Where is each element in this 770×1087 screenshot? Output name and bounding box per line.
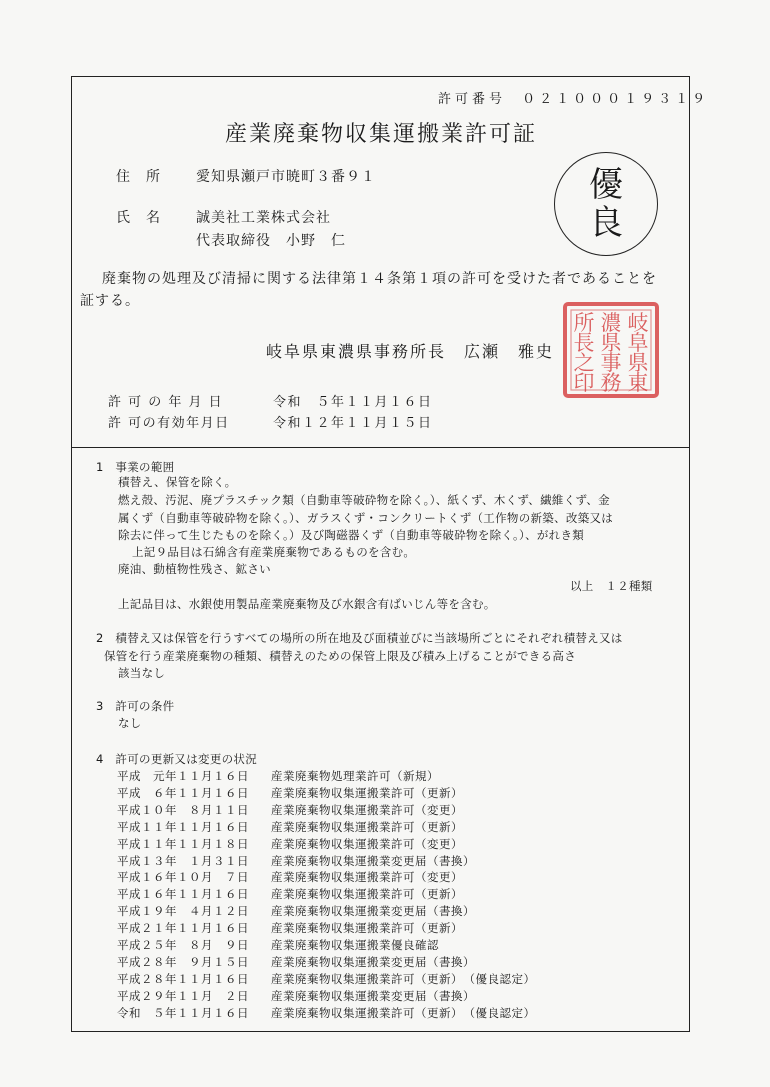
section-1-heading: 1 事業の範囲 xyxy=(96,460,175,474)
badge-char-2: 良 xyxy=(589,203,623,243)
official-seal-stamp xyxy=(561,300,661,400)
svg-text:東: 東 xyxy=(627,371,649,395)
svg-text:印: 印 xyxy=(573,371,595,395)
section-2-value: 該当なし xyxy=(118,666,166,680)
history-description: 産業廃棄物収集運搬業変更届（書換） xyxy=(271,904,475,919)
history-description: 産業廃棄物収集運搬業変更届（書換） xyxy=(271,988,475,1003)
expiry-date-label: 許 可の有効年月日 xyxy=(108,416,230,431)
svg-text:濃: 濃 xyxy=(600,311,622,335)
history-date: 平成 元年１１月１６日 xyxy=(117,769,249,783)
excellence-badge xyxy=(554,152,658,256)
history-date: 平成１９年 ４月１２日 xyxy=(117,904,249,919)
history-description: 産業廃棄物収集運搬業許可（変更） xyxy=(271,836,463,851)
expiry-date-value: 令和１２年１１月１５日 xyxy=(273,416,433,431)
history-date: 平成２１年１１月１６日 xyxy=(117,921,249,936)
history-description: 産業廃棄物収集運搬業許可（変更） xyxy=(271,802,463,817)
history-date: 令和 ５年１１月１６日 xyxy=(117,1005,249,1020)
scope-line-7: 上記品目は、水銀使用製品産業廃棄物及び水銀含有ばいじん等を含む。 xyxy=(118,597,496,611)
permit-number-label: 許可番号 xyxy=(438,92,507,107)
address-value: 愛知県瀬戸市暁町３番９１ xyxy=(196,169,376,185)
history-description: 産業廃棄物収集運搬業許可（更新） xyxy=(271,785,463,800)
svg-text:所: 所 xyxy=(573,311,595,335)
history-date: 平成 ６年１１月１６日 xyxy=(117,785,249,800)
svg-text:事: 事 xyxy=(600,351,622,375)
history-date: 平成２５年 ８月 ９日 xyxy=(117,938,249,952)
history-description: 産業廃棄物収集運搬業変更届（書換） xyxy=(271,853,475,868)
history-date: 平成１０年 ８月１１日 xyxy=(117,802,249,817)
history-description: 産業廃棄物収集運搬業許可（更新） （優良認定） xyxy=(271,971,536,986)
history-date: 平成１６年１１月１６日 xyxy=(117,887,249,902)
scope-line-6: 廃油、動植物性残さ、鉱さい xyxy=(118,562,271,576)
permit-date-label: 許 可 の 年 月 日 xyxy=(108,395,224,410)
section-2-line-1: 2 積替え又は保管を行うすべての場所の所在地及び面積並びに当該場所ごとにそれぞれ積替え又は xyxy=(96,631,623,645)
history-description: 産業廃棄物収集運搬業許可（変更） xyxy=(271,870,463,885)
section-2-line-2: 保管を行う産業廃棄物の種類、積替えのための保管上限及び積み上げることができる高さ xyxy=(104,649,576,663)
history-date: 平成２８年 ９月１５日 xyxy=(117,954,249,969)
permit-number-row xyxy=(438,88,709,107)
issuer-name: 岐阜県東濃県事務所長 広瀬 雅史 xyxy=(266,342,555,361)
permit-number: ０２１０００１９３１９ xyxy=(522,92,710,107)
svg-text:務: 務 xyxy=(600,371,622,395)
scope-line-5: 上記９品目は石綿含有産業廃棄物であるものを含む。 xyxy=(132,545,416,559)
section-3-heading: 3 許可の条件 xyxy=(96,699,175,713)
history-description: 産業廃棄物収集運搬業許可（更新） xyxy=(271,887,463,902)
history-date: 平成１３年 １月３１日 xyxy=(117,853,249,868)
history-description: 産業廃棄物収集運搬業許可（更新） （優良認定） xyxy=(271,1005,536,1020)
permit-date-value: 令和 ５年１１月１６日 xyxy=(273,395,433,410)
history-description: 産業廃棄物収集運搬業優良確認 xyxy=(271,938,439,952)
history-date: 平成２９年１１月 ２日 xyxy=(117,988,249,1003)
name-label: 氏 名 xyxy=(116,210,161,226)
company-name: 誠美社工業株式会社 xyxy=(196,210,331,226)
scope-line-3: 属くず（自動車等破砕物を除く。）、ガラスくず・コンクリートくず（工作物の新築、改築又は xyxy=(118,511,614,525)
history-description: 産業廃棄物収集運搬業許可（更新） xyxy=(271,819,463,834)
badge-char-1: 優 xyxy=(589,165,623,205)
history-date: 平成２８年１１月１６日 xyxy=(117,971,249,986)
scope-line-1: 積替え、保管を除く。 xyxy=(118,475,237,489)
history-date: 平成１１年１１月１８日 xyxy=(117,836,249,851)
certification-line-1: 廃棄物の処理及び清掃に関する法律第１４条第１項の許可を受けた者であることを xyxy=(102,271,657,287)
svg-text:県: 県 xyxy=(600,331,622,355)
svg-text:之: 之 xyxy=(573,351,595,375)
history-description: 産業廃棄物処理業許可（新規） xyxy=(271,769,439,783)
history-description: 産業廃棄物収集運搬業許可（更新） xyxy=(271,921,463,936)
document-title: 産業廃棄物収集運搬業許可証 xyxy=(225,122,538,147)
history-description: 産業廃棄物収集運搬業変更届（書換） xyxy=(271,954,475,969)
svg-text:長: 長 xyxy=(573,331,595,355)
scope-line-2: 燃え殻、汚泥、廃プラスチック類（自動車等破砕物を除く。）、紙くず、木くず、繊維くず、金 xyxy=(118,493,610,507)
representative-name: 代表取締役 小野 仁 xyxy=(196,233,346,249)
scope-total: 以上 １２種類 xyxy=(570,579,653,593)
svg-text:岐: 岐 xyxy=(627,311,649,335)
scope-line-4: 除去に伴って生じたものを除く。）及び陶磁器くず（自動車等破砕物を除く。）、がれき類 xyxy=(118,528,585,542)
section-3-value: なし xyxy=(118,716,142,730)
history-date: 平成１１年１１月１６日 xyxy=(117,819,249,834)
svg-text:阜: 阜 xyxy=(627,331,649,355)
certification-line-2: 証する。 xyxy=(80,293,140,309)
section-4-heading: 4 許可の更新又は変更の状況 xyxy=(96,752,258,766)
address-label: 住 所 xyxy=(116,169,161,185)
svg-text:県: 県 xyxy=(627,351,649,375)
section-divider xyxy=(71,447,690,448)
history-date: 平成１６年１０月 ７日 xyxy=(117,870,249,885)
